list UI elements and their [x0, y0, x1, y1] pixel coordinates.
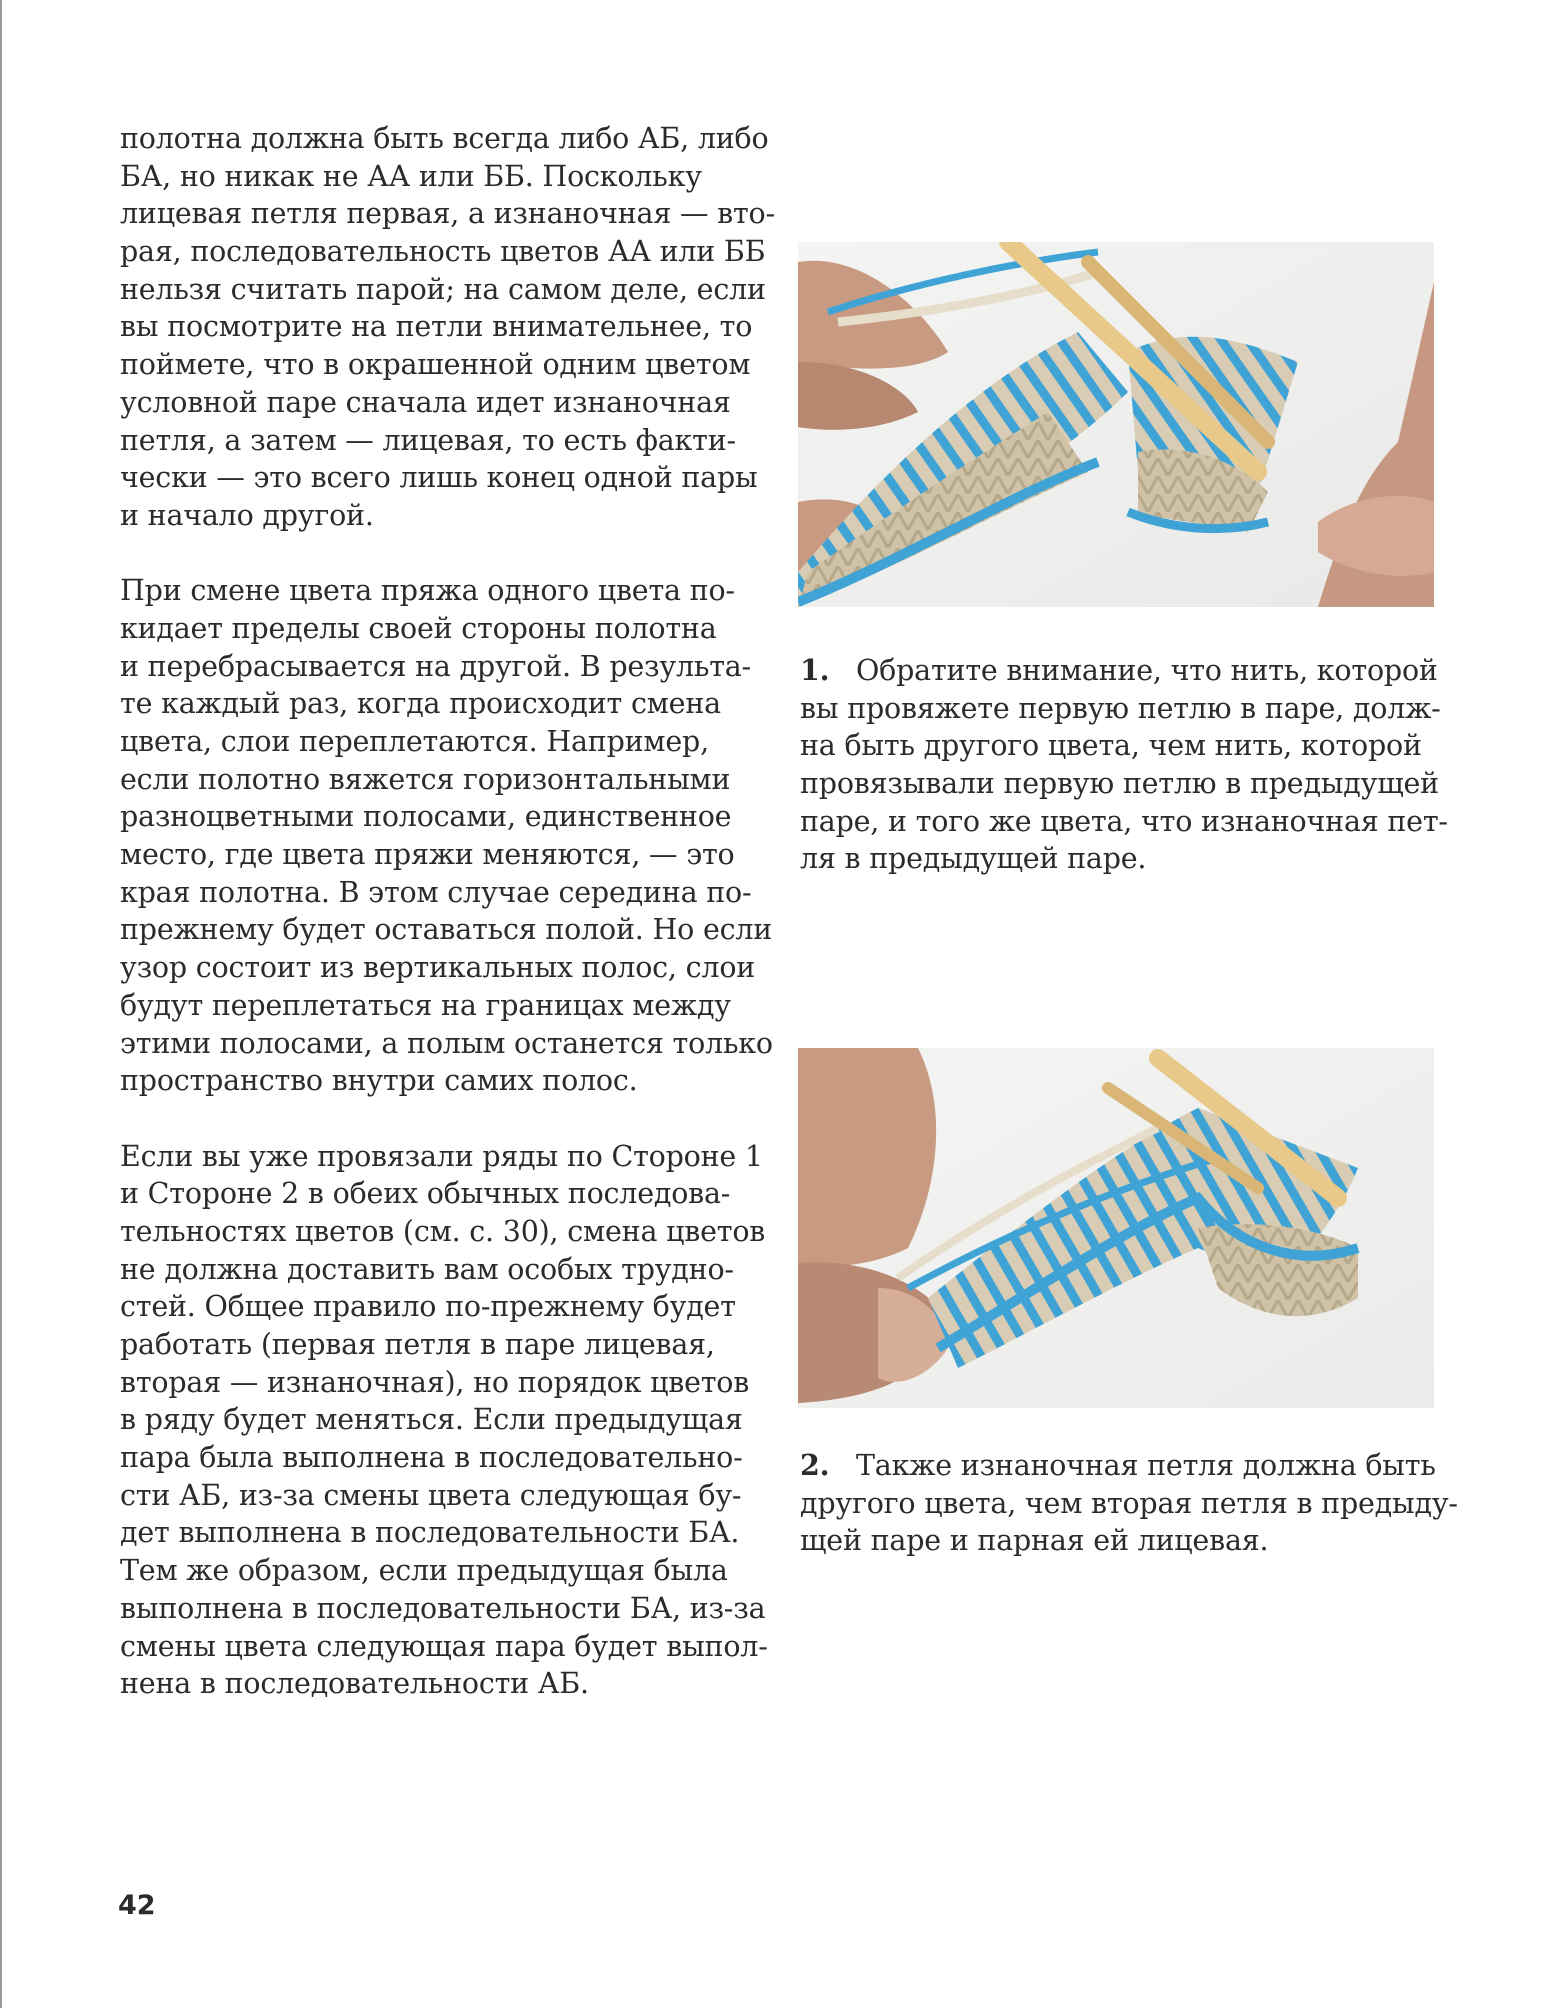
- text-line: [800, 652, 1440, 690]
- text-line: цвета, слои переплетаются. Например,: [120, 725, 709, 758]
- text-line: стей. Общее правило по-прежнему будет: [120, 1290, 736, 1324]
- knitting-photo-step-2: [798, 1048, 1434, 1408]
- body-text-column: [120, 120, 775, 1703]
- paragraph-1: [120, 120, 775, 535]
- text-line: и перебрасывается на другой. В результа-: [120, 649, 751, 683]
- text-line: вторая — изнаночная), но порядок цветов: [120, 1365, 750, 1399]
- text-line: этими полосами, а полым останется только: [120, 1026, 773, 1060]
- text-line: в ряду будет меняться. Если предыдущая: [120, 1403, 743, 1437]
- page-number: 42: [118, 1890, 156, 1921]
- text-line: тельностях цветов (см. с. 30), смена цветов: [120, 1214, 766, 1248]
- caption-text: Также изнаночная петля должна быть: [856, 1449, 1436, 1482]
- text-line: щей паре и парная ей лицевая.: [800, 1524, 1269, 1558]
- text-line: будут переплетаться на границах между: [120, 988, 731, 1022]
- text-line: работать (первая петля в паре лицевая,: [120, 1328, 715, 1361]
- text-line: на быть другого цвета, чем нить, которой: [800, 729, 1422, 763]
- caption-text: Обратите внимание, что нить, которой: [856, 654, 1438, 687]
- text-line: рая, последовательность цветов АА или ББ: [120, 235, 766, 269]
- paragraph-2: [120, 572, 773, 1100]
- text-line: вы провяжете первую петлю в паре, долж-: [800, 691, 1441, 725]
- text-line: место, где цвета пряжи меняются, — это: [120, 838, 735, 872]
- text-line: При смене цвета пряжа одного цвета по-: [120, 574, 735, 608]
- text-line: пространство внутри самих полос.: [120, 1064, 638, 1098]
- text-line: Тем же образом, если предыдущая была: [120, 1554, 728, 1588]
- step-number: 1.: [800, 653, 830, 687]
- knitting-photo-step-1: [798, 242, 1434, 607]
- text-line: поймете, что в окрашенной одним цветом: [120, 348, 751, 382]
- text-line: лицевая петля первая, а изнаночная — вто-: [120, 197, 775, 231]
- text-line: нельзя считать парой; на самом деле, если: [120, 272, 766, 306]
- text-line: Если вы уже провязали ряды по Стороне 1: [120, 1139, 763, 1173]
- text-line: условной паре сначала идет изнаночная: [120, 385, 731, 419]
- text-line: другого цвета, чем вторая петля в предыду-: [800, 1486, 1458, 1520]
- text-line: смены цвета следующая пара будет выпол-: [120, 1629, 768, 1663]
- text-line: сти АБ, из-за смены цвета следующая бу-: [120, 1478, 742, 1512]
- text-line: кидает пределы своей стороны полотна: [120, 611, 717, 645]
- knitting-photo-2-illustration: [798, 1048, 1434, 1408]
- paragraph-3: [120, 1138, 768, 1703]
- text-line: разноцветными полосами, единственное: [120, 800, 732, 834]
- text-line: не должна доставить вам особых трудно-: [120, 1252, 734, 1286]
- text-line: если полотно вяжется горизонтальными: [120, 762, 731, 796]
- text-line: пара была выполнена в последовательно-: [120, 1441, 743, 1475]
- knitting-photo-1-illustration: [798, 242, 1434, 607]
- text-line: провязывали первую петлю в предыдущей: [800, 767, 1439, 801]
- text-line: те каждый раз, когда происходит смена: [120, 687, 721, 721]
- step-2-caption: [800, 1447, 1458, 1560]
- text-line: дет выполнена в последовательности БА.: [120, 1516, 740, 1550]
- text-line: нена в последовательности АБ.: [120, 1667, 589, 1701]
- text-line: БА, но никак не АА или ББ. Поскольку: [120, 159, 702, 193]
- text-line: выполнена в последовательности БА, из-за: [120, 1591, 766, 1625]
- text-line: вы посмотрите на петли внимательнее, то: [120, 310, 753, 344]
- text-line: ля в предыдущей паре.: [800, 842, 1147, 876]
- text-line: и начало другой.: [120, 498, 374, 532]
- text-line: петля, а затем — лицевая, то есть факти-: [120, 423, 736, 457]
- text-line: паре, и того же цвета, что изнаночная пет-: [800, 804, 1448, 838]
- text-line: [800, 1447, 1440, 1485]
- step-number: 2.: [800, 1448, 830, 1482]
- page-edge: [0, 0, 2, 2008]
- text-line: прежнему будет оставаться полой. Но если: [120, 913, 773, 947]
- text-line: узор состоит из вертикальных полос, слои: [120, 951, 756, 985]
- text-line: чески — это всего лишь конец одной пары: [120, 461, 758, 495]
- text-line: края полотна. В этом случае середина по-: [120, 875, 752, 909]
- text-line: и Стороне 2 в обеих обычных последова-: [120, 1177, 731, 1211]
- text-line: полотна должна быть всегда либо АБ, либо: [120, 122, 769, 155]
- step-1-caption: [800, 652, 1448, 878]
